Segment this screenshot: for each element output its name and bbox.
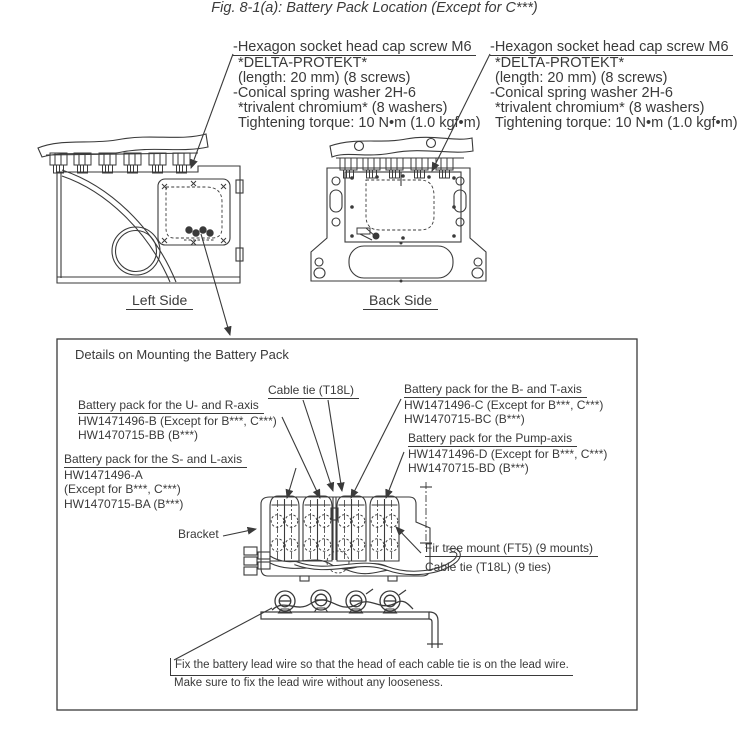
pack-ur-part2: HW1470715-BB (B***) [78, 428, 199, 442]
pack-bt-part1: HW1471496-C (Except for B***, C***) [404, 397, 604, 412]
pack-bt-title: Battery pack for the B- and T-axis [404, 382, 587, 398]
battery-pack-shape [303, 496, 332, 561]
battery-pack-shape [370, 496, 399, 561]
screw-note-line1: -Hexagon socket head cap screw M6 [233, 40, 476, 56]
screw-note-left [233, 40, 481, 131]
cable-tie-label-text: Cable tie (T18L) [268, 383, 359, 399]
cable-tie-count-label: Cable tie (T18L) (9 ties) [425, 559, 552, 574]
pack-sl-part3: HW1470715-BA (B***) [64, 496, 184, 511]
fir-tree-label [425, 541, 598, 574]
cable-tie-label [268, 383, 359, 399]
pack-sl-part2: (Except for B***, C***) [64, 482, 181, 496]
pack-pump-part1: HW1471496-D (Except for B***, C***) [408, 446, 608, 461]
screw-note-line1: -Hexagon socket head cap screw M6 [490, 40, 733, 56]
battery-cluster-back [357, 228, 379, 240]
pack-ur-label [78, 398, 277, 443]
bottom-note [170, 658, 573, 691]
back-side-caption: Back Side [363, 292, 438, 310]
pack-bt-label [404, 382, 603, 427]
screw-note-line2: *DELTA-PROTEKT* [238, 55, 368, 71]
fir-tree-label-text: Fir tree mount (FT5) (9 mounts) [425, 541, 598, 557]
pack-bt-part2: HW1470715-BC (B***) [404, 412, 525, 426]
screw-note-line3: (length: 20 mm) (8 screws) [495, 70, 668, 86]
screw-note-line2: *DELTA-PROTEKT* [495, 55, 625, 71]
left-side-caption: Left Side [126, 292, 193, 310]
cable-tie-loop [275, 591, 295, 613]
screw-note-line5: *trivalent chromium* (8 washers) [495, 100, 705, 116]
lead-wire-drawing [261, 589, 443, 648]
pack-sl-part1: HW1471496-A [64, 467, 143, 482]
left-side-drawing [38, 134, 243, 283]
pack-pump-title: Battery pack for the Pump-axis [408, 431, 577, 447]
pack-sl-title: Battery pack for the S- and L-axis [64, 452, 247, 468]
pack-pump-label [408, 431, 607, 476]
screw-note-line6: Tightening torque: 10 N•m (1.0 kgf•m) [238, 115, 481, 131]
figure-title: Fig. 8-1(a): Battery Pack Location (Except for C***) [211, 0, 538, 16]
pack-pump-part2: HW1470715-BD (B***) [408, 461, 529, 475]
bracket-label: Bracket [178, 527, 219, 541]
screw-note-line4: -Conical spring washer 2H-6 [233, 85, 416, 101]
details-box-title: Details on Mounting the Battery Pack [75, 347, 289, 362]
pack-ur-part1: HW1471496-B (Except for B***, C***) [78, 413, 277, 428]
screw-note-line5: *trivalent chromium* (8 washers) [238, 100, 448, 116]
back-side-drawing [311, 137, 486, 282]
screw-note-line6: Tightening torque: 10 N•m (1.0 kgf•m) [495, 115, 738, 131]
battery-pack-shape [270, 496, 299, 561]
bottom-note-line2: Make sure to fix the lead wire without any looseness. [174, 676, 444, 689]
pack-ur-title: Battery pack for the U- and R-axis [78, 398, 264, 414]
screw-note-line3: (length: 20 mm) (8 screws) [238, 70, 411, 86]
bottom-note-line1: Fix the battery lead wire so that the head of each cable tie is on the lead wire. [170, 658, 573, 676]
screw-note-right [490, 40, 738, 131]
pack-sl-label [64, 452, 247, 511]
screw-note-line4: -Conical spring washer 2H-6 [490, 85, 673, 101]
